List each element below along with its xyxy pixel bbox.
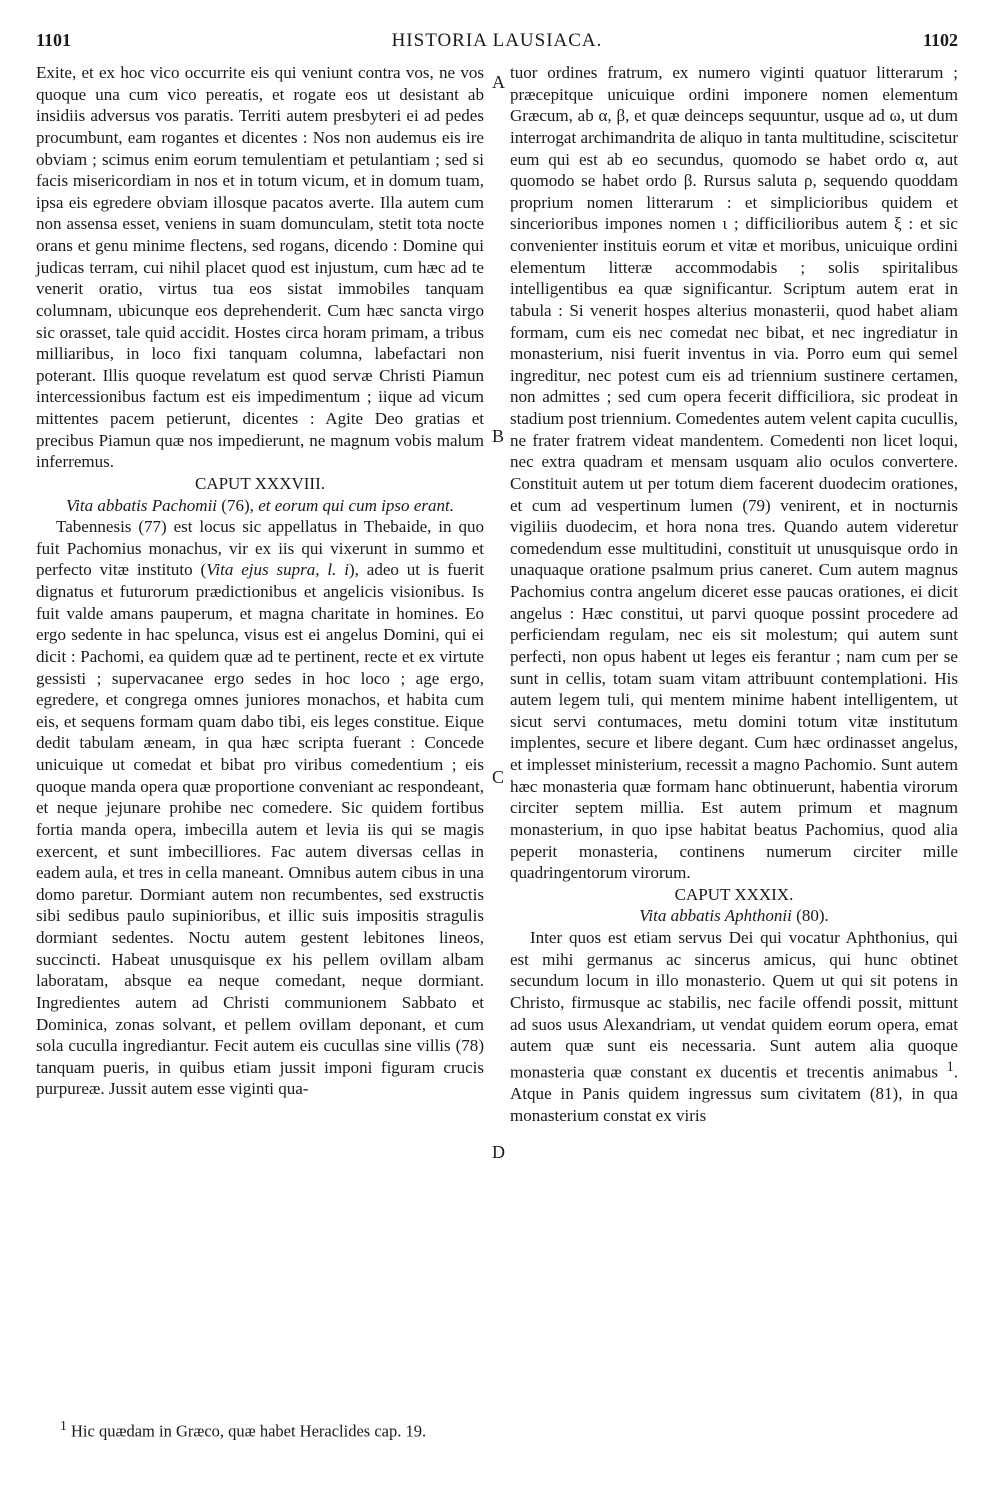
right-column: [510, 62, 958, 1126]
margin-marker-a: A: [492, 72, 505, 92]
footnote-mark: 1: [60, 1418, 67, 1433]
chapter-subtitle-39-title: Vita abbatis Aphthonii: [639, 906, 792, 926]
right-paragraph-2-b: . Atque in Panis quidem ingressus sum civitatem (81), in qua monasterium constat ex viris: [510, 1062, 958, 1125]
footnote-reference: 1: [946, 1058, 954, 1075]
page-number-left: 1101: [36, 30, 72, 50]
chapter-subtitle-39: [510, 905, 958, 927]
right-paragraph-1: tuor ordines fratrum, ex numero viginti quatuor litterarum ; præcepitque unicuique ordini imponere nomen elementum Græcum, ab α, β, et quæ deinceps sequuntur, usque ad ω, ut dum interrogat archimandrita de aliquo in tanta multitudine, sciscitetur eum qui est ab eo secundus, quomodo se habet ordo α, aut quomodo se habet ordo β. Rursus saluta ρ, sequendo quoddam proprium nomen litterarum : et simplicioribus quidem et sincerioribus impones nomen ι ; difficilioribus autem ξ : et sic convenienter instituis eorum et vitæ et moribus, unicuique ordini elementum litteræ accommodabis ; solis spiritalibus intelligentibus ea quæ significantur. Scriptum autem erat in tabula : Si venerit hospes alterius monasterii, quod habet aliam formam, cum eis nec comedat nec bibat, et nec ingrediatur in monasterium, nisi fuerit inventus in via. Porro eum qui semel ingreditur, nec potest cum eis ad triennium sustinere certamen, non admittes ; sed cum opera fecerit difficiliora, sic prodeat in stadium post triennium. Comedentes autem velent capita cucullis, ne frater fratrem videat mandentem. Comedenti non licet loqui, nec extra quadram et mensam usquam alio oculos convertere. Constituit autem ut per totum diem facerent duodecim orationes, et cum ad vespertinum lumen (79) venirent, et in nocturnis vigiliis duodecim, et hora nona tres. Quando autem videretur comedendum esse multitudini, constituit ut unusquisque ordo in unaquaque oratione psalmum prius caneret. Cum autem magnus Pachomius contra angelum diceret esse paucas orationes, ei dicit angelus : Hæc constitui, ut parvi quoque possint procedere ad perficiendam regulam, nec eis sit molestum; qui autem sunt perfecti, non opus habent ut leges eis ferantur ; nam cum per se sunt in cellis, totam suam vitam attribuunt contemplationi. His autem legem tuli, qui mentem minime habent intelligentem, ut sicut servi contumaces, metu domini totum vitæ institutum implentes, secure et libere degant. Cum hæc ordinasset angelus, et implesset ministerium, recessit a magno Pachomio. Sunt autem hæc monasteria quæ formam hanc obtinuerunt, habentia virorum circiter septem millia. Est autem primum et magnum monasterium, in quo ipse habitat beatus Pachomius, quod alia peperit monasteria, continens numerum circiter mille quadringentorum virorum.: [510, 63, 958, 883]
footnote-text: Hic quædam in Græco, quæ habet Heraclides cap. 19.: [66, 1421, 427, 1441]
right-paragraph-2-a: Inter quos est etiam servus Dei qui vocatur Aphthonius, qui est mihi germanus ac sincerus amicus, qui hunc obtinet secundum locum in illo monasterio. Quem ut qui sit potens in Christo, firmusque ac stabilis, nec facile offendi possit, mittunt ad suos usus Alexandriam, ut vendat quidem eorum opera, emat autem quæ sunt eis necessaria. Sunt autem alia quoque monasteria quæ constant ex ducentis et trecentis animabus: [510, 928, 958, 1082]
left-paragraph-2-a: Tabennesis (77) est locus sic appellatus in Thebaide, in quo fuit Pachomius monachus, vir ex iis qui vixerunt in summo et perfecto vitæ instituto (: [36, 517, 484, 580]
left-column: [36, 62, 484, 1100]
margin-marker-d: D: [492, 1142, 505, 1162]
left-paragraph-2-b: ), adeo ut is fuerit dignatus et futurorum prædictionibus et angelicis visionibus. Is fuit valde amans pauperum, et magna charitate in homines. Eo ergo sedente in hac spelunca, visus est ei angelus Domini, qui ei dicit : Pachomi, ea quidem quæ ad te pertinent, recte et ex virtute gessisti ; supervacanee ergo sedes in hoc loco ; age ergo, egredere, et congrega omnes juniores monachos, et habita cum eis, et sequens formam quam dabo tibi, eis leges constitue. Eique dedit tabulam æneam, in qua hæc scripta fuerant : Concede unicuique ut comedat et bibat pro viribus comedentium ; eis quoque manda opera quæ proportione conveniant ac respondeant, et neque jejunare prohibe nec comedere. Sic quidem fortibus fortia manda opera, imbecilla autem et levia iis qui se magis exercent, et sunt imbecilliores. Fac autem diversas cellas in eadem aula, et tres in cella maneant. Omnibus autem cibus in una domo paretur. Dormiant autem non recumbentes, sed exstructis sibi sedibus paulo supinioribus, et illic suis impositis stragulis dormiant sedentes. Noctu autem gestent lebitones lineos, succincti. Habeat unusquisque ex his pellem ovillam albam laboratam, absque ea neque comedant, neque dormiant. Ingredientes autem ad Christi communionem Sabbato et Dominica, zonas solvant, et pellem ovillam deponant, et cum sola cuculla ingrediantur. Fecit autem eis cucullas sine villis (78) tanquam pueris, in quibus etiam jussit imponi figuram crucis purpureæ. Jussit autem esse viginti qua-: [36, 560, 485, 1099]
running-header: [36, 30, 958, 60]
chapter-subtitle-38-note: (76),: [217, 495, 259, 515]
right-paragraph-2: [510, 927, 958, 1126]
left-paragraph-1: Exite, et ex hoc vico occurrite eis qui veniunt contra vos, ne vos quoque una cum vico pereatis, et rogate eos ut desistant ab insidiis adversus vos paratis. Territi autem presbyteri ei ad pedes procumbunt, eam rogantes et dicentes : Nos non audemus eis ire obviam ; scimus enim eorum temulentiam et petulantiam ; sed si facis misericordiam in nos et in totum vicum, et in domum tuam, ipsa eis egredere obviam illosque pacatos averte. Illa autem cum non assensa esset, veniens in suam domunculam, stetit tota nocte orans et genu minime flectens, sed rogans, dicendo : Domine qui judicas terram, cui nihil placet quod est injustum, cum hæc ad te venerit oratio, virtus tua eos sistat immobiles tanquam columnam, ubicunque eos deprehenderit. Cum hæc sancta virgo sic orasset, tale quid accidit. Hostes circa horam primam, a tribus milliaribus, in loco fixi tanquam columna, labefactari non poterant. Illis quoque revelatum est quod servæ Christi Piamun intercessionibus factum est eis impedimentum ; iique ad vicum mittentes pacem petierunt, dicentes : Agite Deo gratias et precibus Piamun quæ nos impedierunt, ne magnum vobis malum inferremus.: [36, 63, 484, 472]
chapter-subtitle-38: [36, 495, 484, 517]
running-title: HISTORIA LAUSIACA.: [391, 30, 603, 51]
margin-marker-c: C: [492, 767, 505, 787]
chapter-subtitle-39-note: (80).: [791, 906, 829, 926]
left-paragraph-2: [36, 516, 484, 1100]
page-number-right: 1102: [922, 30, 958, 50]
chapter-heading-38: CAPUT XXXVIII.: [194, 473, 325, 493]
chapter-heading-39: CAPUT XXXIX.: [674, 884, 794, 904]
left-paragraph-2-citation: Vita ejus supra, l. i: [206, 560, 349, 580]
chapter-subtitle-38-rest: et eorum qui cum ipso erant.: [258, 495, 455, 515]
footnote: [60, 1418, 426, 1442]
chapter-subtitle-38-title: Vita abbatis Pachomii: [65, 495, 218, 515]
margin-marker-b: B: [492, 426, 505, 446]
